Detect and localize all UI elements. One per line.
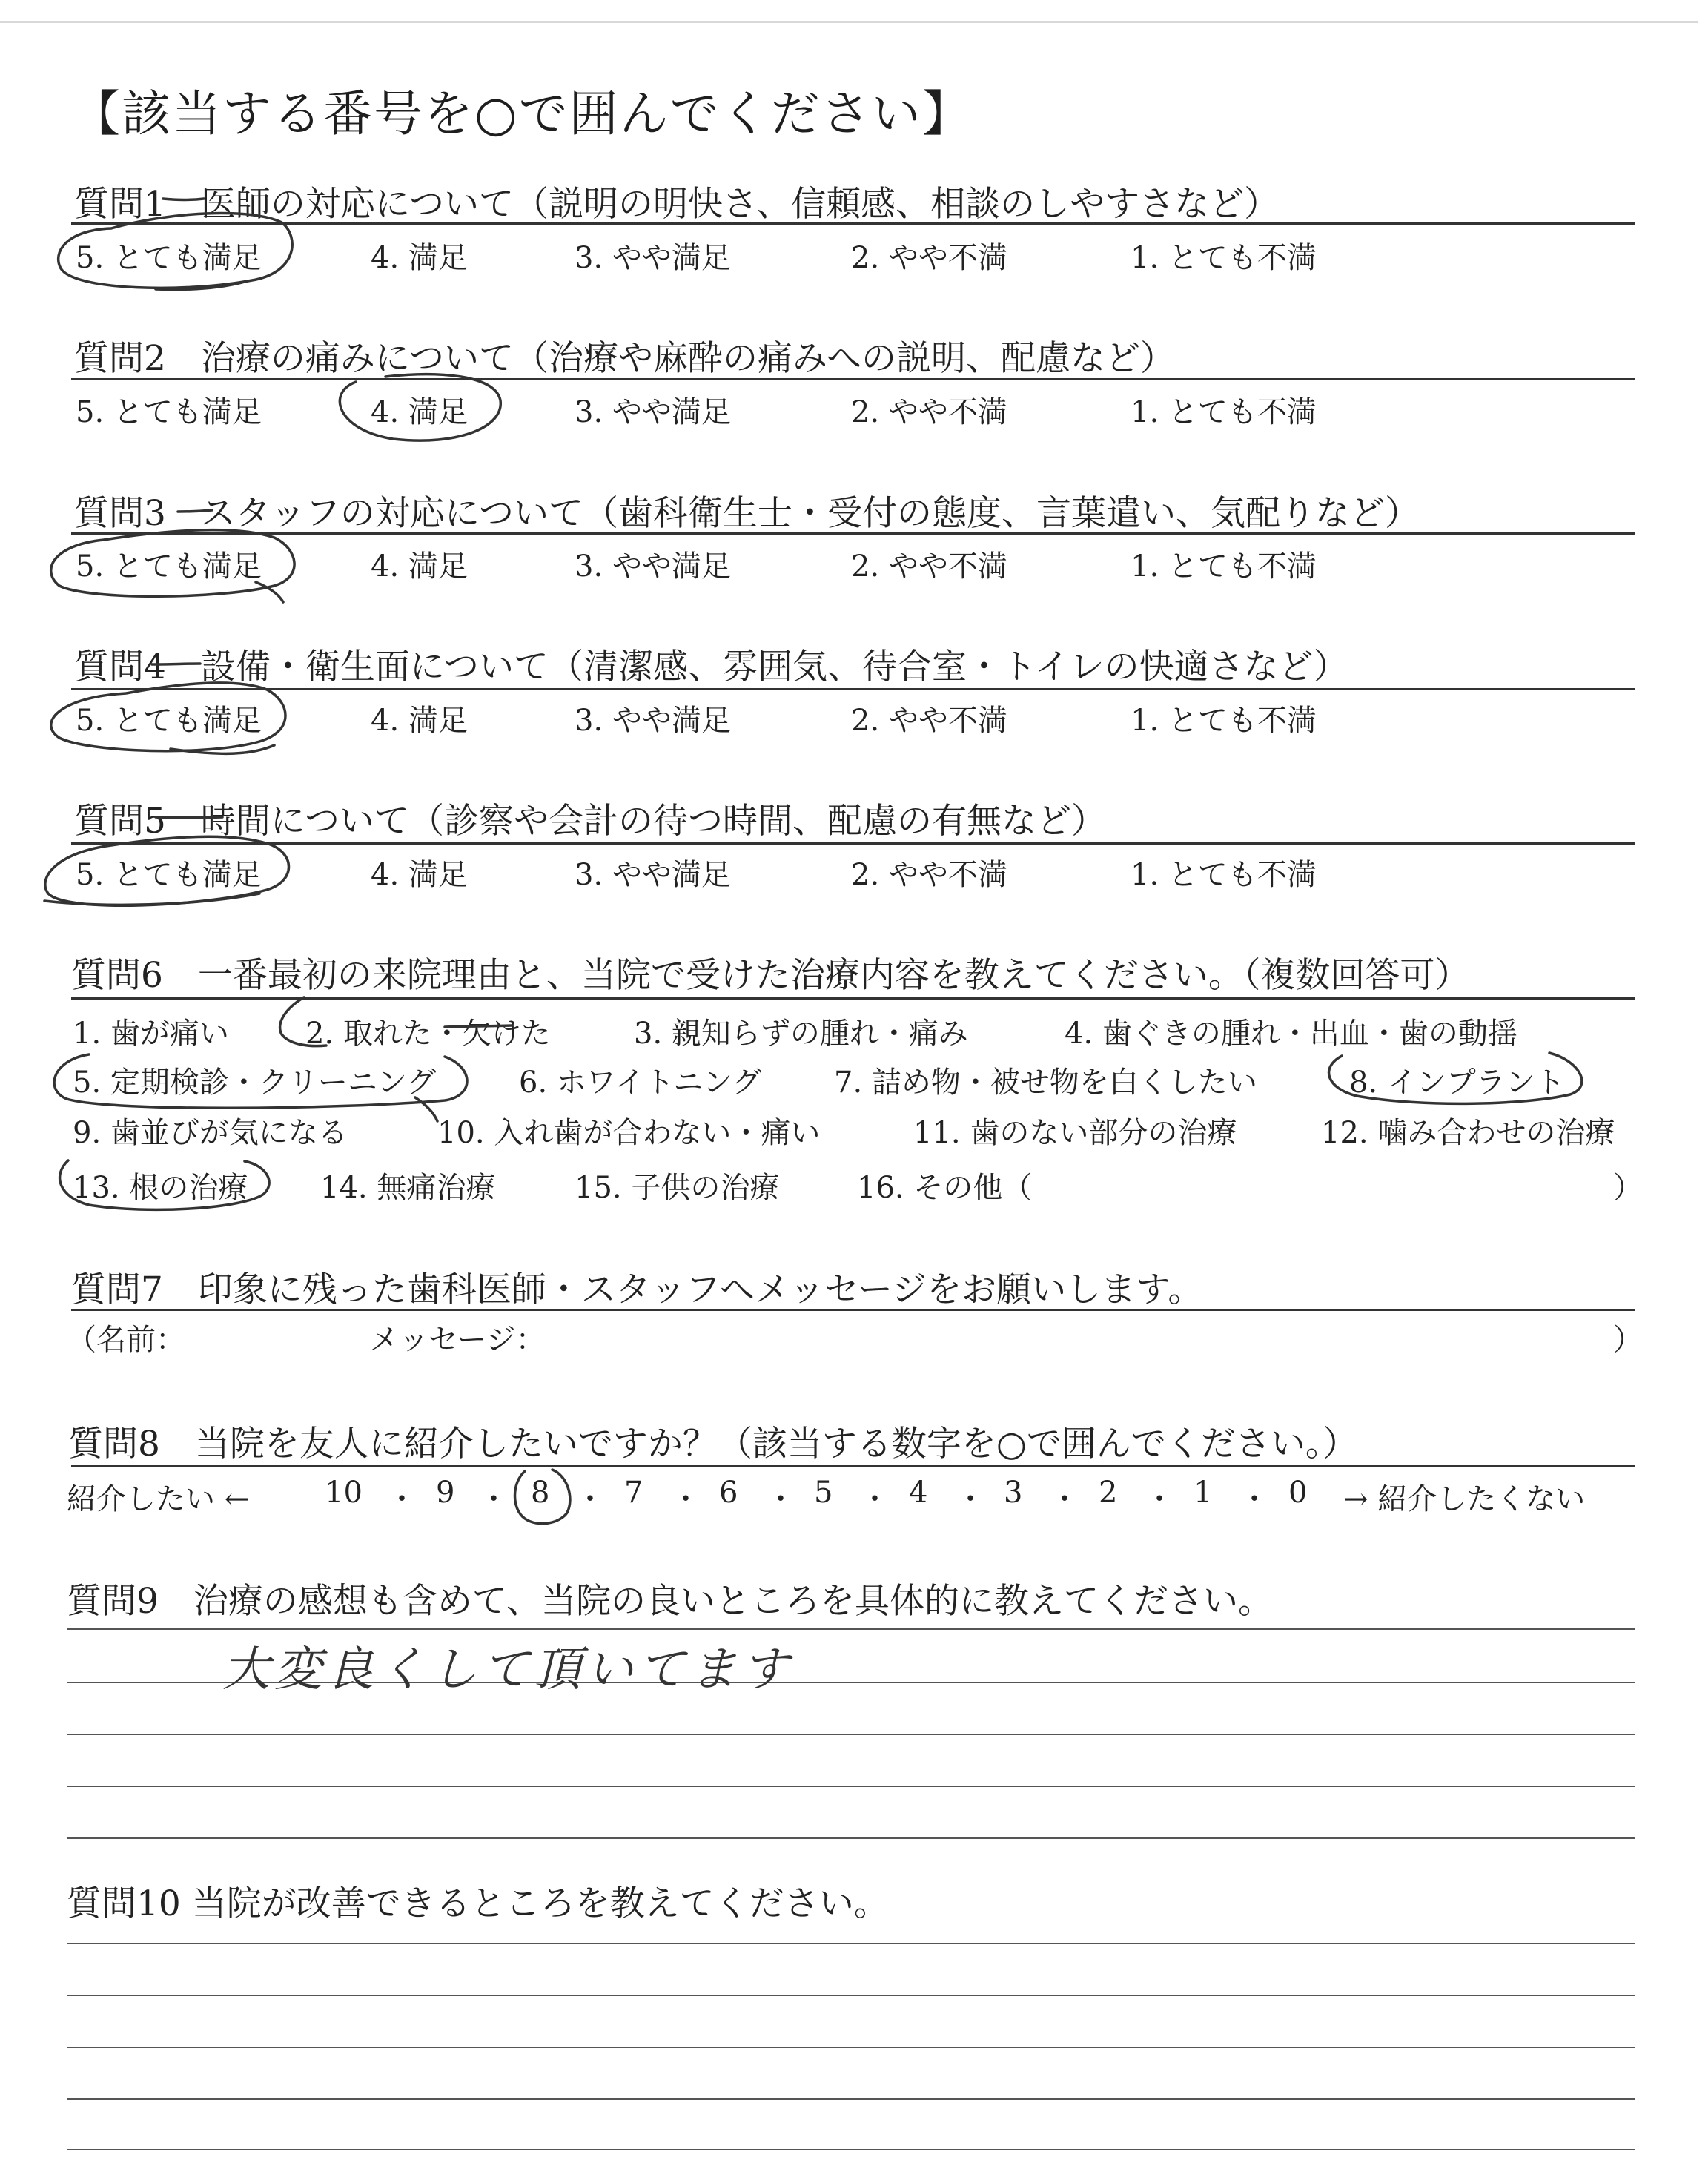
q6-option-4[interactable]: 4. 歯ぐきの腫れ・出血・歯の動揺 xyxy=(1065,1017,1517,1051)
q6-option-6[interactable]: 6. ホワイトニング xyxy=(519,1066,762,1100)
q3-option-1[interactable]: 1. とても不満 xyxy=(1131,549,1317,584)
q2-option-2[interactable]: 2. やや不満 xyxy=(851,395,1007,429)
q6-option-11[interactable]: 11. 歯のない部分の治療 xyxy=(913,1116,1237,1150)
question-6-title: 質問6 一番最初の来院理由と、当院で受けた治療内容を教えてください。（複数回答可） xyxy=(71,955,1470,996)
q3-option-4[interactable]: 4. 満足 xyxy=(371,549,468,584)
question-1-rule xyxy=(71,222,1635,225)
page-title: 【該当する番号を○で囲んでください】 xyxy=(71,85,973,142)
q6-option-15[interactable]: 15. 子供の治療 xyxy=(575,1171,780,1205)
q8-sep: ・ xyxy=(860,1482,890,1516)
q8-sep: ・ xyxy=(1050,1482,1079,1516)
top-border xyxy=(0,21,1698,23)
q7-close-paren: ） xyxy=(1613,1323,1643,1357)
question-5-title: 質問5 時間について（診察や会計の待つ時間、配慮の有無など） xyxy=(74,801,1106,842)
q8-right-label: → 紹介したくない xyxy=(1343,1482,1586,1516)
question-8-rule xyxy=(71,1465,1635,1467)
q6-option-14[interactable]: 14. 無痛治療 xyxy=(320,1171,496,1205)
question-2-rule xyxy=(71,378,1635,380)
q8-left-label: 紹介したい ← xyxy=(67,1482,250,1516)
q2-option-3[interactable]: 3. やや満足 xyxy=(575,395,731,429)
q1-selection-tail xyxy=(156,282,245,290)
q7-message-label: メッセージ： xyxy=(369,1323,546,1357)
question-4-rule xyxy=(71,688,1635,690)
q3-selection-tail xyxy=(256,582,283,602)
q8-number-0[interactable]: 0 xyxy=(1288,1476,1308,1510)
q9-writing-line xyxy=(67,1628,1635,1630)
q5-option-2[interactable]: 2. やや不満 xyxy=(851,858,1007,892)
q6-option-5[interactable]: 5. 定期検診・クリーニング xyxy=(73,1066,437,1100)
q2-option-1[interactable]: 1. とても不満 xyxy=(1131,395,1317,429)
q8-number-4[interactable]: 4 xyxy=(909,1476,928,1510)
question-7-rule xyxy=(71,1309,1635,1311)
q3-option-2[interactable]: 2. やや不満 xyxy=(851,549,1007,584)
q9-writing-line xyxy=(67,1786,1635,1787)
q8-sep: ・ xyxy=(387,1482,417,1516)
q7-name-label: （名前： xyxy=(67,1323,185,1357)
q2-option-4[interactable]: 4. 満足 xyxy=(371,395,468,429)
q3-option-3[interactable]: 3. やや満足 xyxy=(575,549,731,584)
q1-option-5[interactable]: 5. とても満足 xyxy=(76,241,262,275)
q6-option-9[interactable]: 9. 歯並びが気になる xyxy=(73,1116,348,1150)
q1-option-3[interactable]: 3. やや満足 xyxy=(575,241,731,275)
q10-writing-line xyxy=(67,2149,1635,2150)
q4-selection-tail xyxy=(171,745,274,753)
q10-writing-line xyxy=(67,1943,1635,1944)
question-3-title: 質問3 スタッフの対応について（歯科衛生士・受付の態度、言葉遣い、気配りなど） xyxy=(74,493,1420,534)
q8-number-6[interactable]: 6 xyxy=(719,1476,738,1510)
q6-other-close-paren: ） xyxy=(1613,1171,1643,1205)
q6-option-1[interactable]: 1. 歯が痛い xyxy=(73,1017,229,1051)
q10-writing-line xyxy=(67,2098,1635,2100)
q5-option-1[interactable]: 1. とても不満 xyxy=(1131,858,1317,892)
question-2-title: 質問2 治療の痛みについて（治療や麻酔の痛みへの説明、配慮など） xyxy=(74,338,1176,379)
q1-option-1[interactable]: 1. とても不満 xyxy=(1131,241,1317,275)
q8-sep: ・ xyxy=(575,1482,605,1516)
question-8-title: 質問8 当院を友人に紹介したいですか？（該当する数字を○で囲んでください。） xyxy=(68,1424,1358,1464)
q6-option-7[interactable]: 7. 詰め物・被せ物を白くしたい xyxy=(834,1066,1257,1100)
q4-option-5[interactable]: 5. とても満足 xyxy=(76,704,262,738)
q8-number-10[interactable]: 10 xyxy=(325,1476,363,1510)
q8-sep: ・ xyxy=(1239,1482,1269,1516)
q6-option-16[interactable]: 16. その他（ xyxy=(857,1171,1033,1205)
q1-option-2[interactable]: 2. やや不満 xyxy=(851,241,1007,275)
question-6-rule xyxy=(71,997,1635,1000)
q1-option-4[interactable]: 4. 満足 xyxy=(371,241,468,275)
q6-option-2[interactable]: 2. 取れた・欠けた xyxy=(305,1017,551,1051)
q8-number-5[interactable]: 5 xyxy=(814,1476,833,1510)
q4-option-1[interactable]: 1. とても不満 xyxy=(1131,704,1317,738)
question-7-title: 質問7 印象に残った歯科医師・スタッフへメッセージをお願いします。 xyxy=(71,1269,1203,1310)
q4-option-2[interactable]: 2. やや不満 xyxy=(851,704,1007,738)
q8-number-3[interactable]: 3 xyxy=(1004,1476,1023,1510)
q5-option-4[interactable]: 4. 満足 xyxy=(371,858,468,892)
q8-number-2[interactable]: 2 xyxy=(1099,1476,1118,1510)
q8-number-8[interactable]: 8 xyxy=(531,1476,550,1510)
q5-selection-tail xyxy=(44,894,259,905)
q8-sep: ・ xyxy=(1145,1482,1174,1516)
q4-option-3[interactable]: 3. やや満足 xyxy=(575,704,731,738)
q5-option-3[interactable]: 3. やや満足 xyxy=(575,858,731,892)
q9-writing-line xyxy=(67,1837,1635,1839)
question-1-title: 質問1 医師の対応について（説明の明快さ、信頼感、相談のしやすさなど） xyxy=(74,184,1280,225)
question-10-title: 質問10 当院が改善できるところを教えてください。 xyxy=(67,1883,889,1924)
question-9-title: 質問9 治療の感想も含めて、当院の良いところを具体的に教えてください。 xyxy=(67,1581,1273,1622)
q8-sep: ・ xyxy=(479,1482,509,1516)
q4-option-4[interactable]: 4. 満足 xyxy=(371,704,468,738)
q8-number-9[interactable]: 9 xyxy=(436,1476,455,1510)
q8-number-1[interactable]: 1 xyxy=(1194,1476,1213,1510)
q10-writing-line xyxy=(67,2047,1635,2048)
q10-writing-line xyxy=(67,1995,1635,1996)
q8-number-7[interactable]: 7 xyxy=(624,1476,643,1510)
q2-option-5[interactable]: 5. とても満足 xyxy=(76,395,262,429)
q8-sep: ・ xyxy=(671,1482,701,1516)
q9-handwritten-answer: 大変良くして頂いてます xyxy=(222,1642,793,1697)
q5-option-5[interactable]: 5. とても満足 xyxy=(76,858,262,892)
q8-sep: ・ xyxy=(766,1482,795,1516)
question-3-rule xyxy=(71,532,1635,535)
question-4-title: 質問4 設備・衛生面について（清潔感、雰囲気、待合室・トイレの快適さなど） xyxy=(74,647,1348,687)
q6-option-10[interactable]: 10. 入れ歯が合わない・痛い xyxy=(437,1116,821,1150)
q6-option-13[interactable]: 13. 根の治療 xyxy=(73,1171,248,1205)
q8-sep: ・ xyxy=(956,1482,985,1516)
q6-option-8[interactable]: 8. インプラント xyxy=(1349,1066,1565,1100)
question-5-rule xyxy=(71,842,1635,845)
q6-option-3[interactable]: 3. 親知らずの腫れ・痛み xyxy=(634,1017,968,1051)
q9-writing-line xyxy=(67,1734,1635,1735)
q6-option-12[interactable]: 12. 噛み合わせの治療 xyxy=(1321,1116,1615,1150)
q3-option-5[interactable]: 5. とても満足 xyxy=(76,549,262,584)
